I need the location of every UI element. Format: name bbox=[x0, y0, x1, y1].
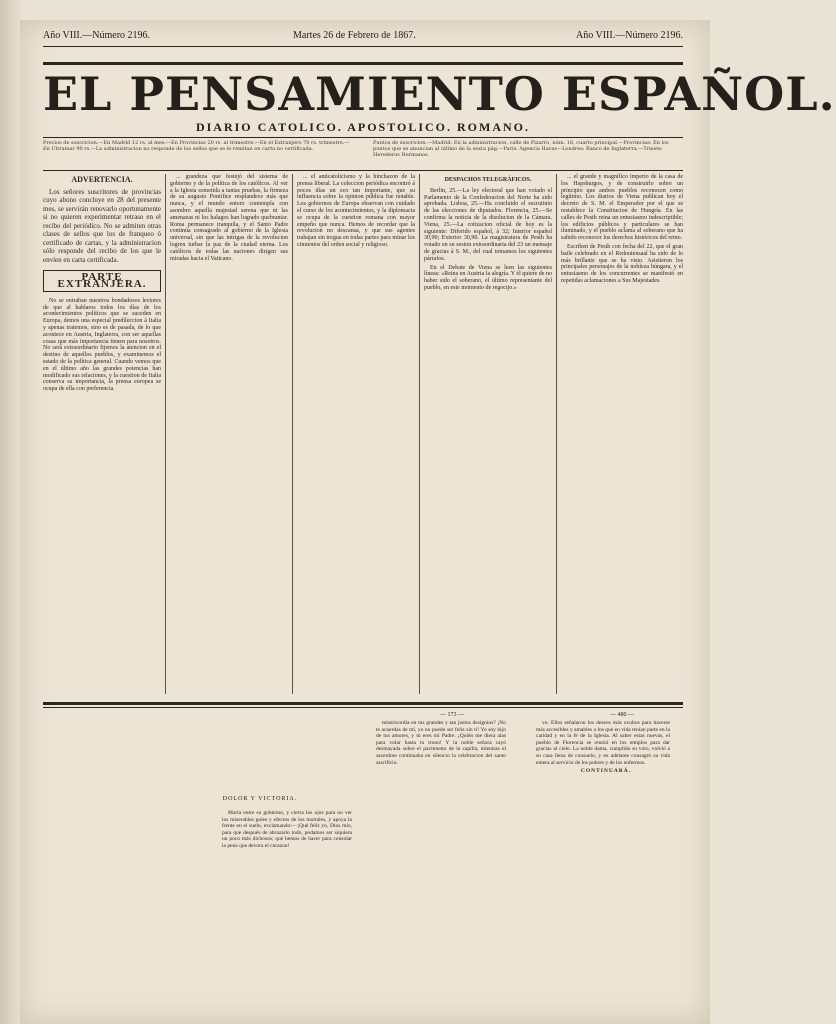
newspaper-title: EL PENSAMIENTO ESPAÑOL. bbox=[43, 67, 836, 121]
subscription-prices: Precios de suscricion.—En Madrid 12 rs. al mes.—En Provincias 20 rs. al trimestre.—En el Extranjero 70 rs. trimestre.—En Ultramar 90 rs.—La administracion no responde de los sellos que se le remitan en carta no certificada. bbox=[43, 140, 350, 152]
column-2 bbox=[170, 174, 288, 694]
serial-text-2: misericordia en tus grandes y tan justos designios? ¡No te acuerdas de mí, yo no puedo ser feliz sin ti! Yo soy hijo de tus amores, y tú eres mi Padre. ¡Quién me diera alas para volar hasta tu trono! Y la noble señora cayó desmayada sobre el pavimento de la capilla, mientras el sacerdote continuaba en silencio la celebracion del santo sacrificio. bbox=[376, 720, 506, 766]
column-3 bbox=[297, 174, 415, 694]
notice-heading: ADVERTENCIA. bbox=[71, 175, 133, 184]
column-divider bbox=[165, 174, 166, 694]
serial-column-1 bbox=[222, 810, 352, 1010]
column-3-text: ... el anticatolicismo y la hinchazon de la prensa liberal. La coleccion periódica encontró á pocos días un eco tan importante, que su influencia sobre la opinion pública fue notable. Los gobiernos de Europa observan con cuidado el curso de los acontecimientos, y la diplomacia se ocupa de la cuestion romana con mayor empeño que nunca. Hemos de recordar que la revolucion no descansa, y que sus agentes trabajan sin tregua en todas partes para minar los cimientos del orden social y religioso. bbox=[297, 174, 415, 248]
folletin-rule-top bbox=[43, 702, 683, 705]
newspaper-subtitle: DIARIO CATOLICO. APOSTOLICO. ROMANO. bbox=[195, 120, 531, 134]
serial-signature: CONTINUARÁ. bbox=[580, 768, 632, 775]
page-number-right: — 480 — bbox=[610, 712, 634, 718]
issue-date: Martes 26 de Febrero de 1867. bbox=[293, 30, 416, 41]
masthead-rule-bottom bbox=[43, 137, 683, 138]
folletin-rule-bottom bbox=[43, 707, 683, 708]
issue-number-left: Año VIII.—Número 2196. bbox=[43, 30, 151, 41]
serial-text-1: María entre su gobierno, y cierra los ojos para no ver los miserables goles y efectos de los mortales, y apoya la frente en el suelo, exclamando:—¡Qué feliz yo, Dios mío, para que después de abrazarlo todo, podamos ser siquiera un poco más dichosos; qué hemos de hacer para consolar la pena que devora el corazon! bbox=[222, 810, 352, 849]
masthead bbox=[43, 67, 836, 134]
masthead-rule-top bbox=[43, 62, 683, 65]
top-rule bbox=[43, 46, 683, 47]
column-divider bbox=[419, 174, 420, 694]
column-4-text: Berlin, 25.—La ley electoral que han votado el Parlamento de la Confederacion del Norte ha sido aprobada. Lisboa, 25.—Ha concluido el escrutinio de las elecciones de diputados. Florencia, 25.—Se confirma la noticia de la disolucion de la Cámara. Viena, 25.—La cotizacion oficial de hoy es la siguiente: Diferido español, á 32; Interior español 30,90; Exterior 30,90. La magistratura de Pesth ha votado en su sesion extraordinaria del 23 un mensaje de gracias á S. M., del cual tomamos los siguientes párrafos. bbox=[424, 187, 552, 262]
issue-number-right: Año VIII.—Número 2196. bbox=[575, 30, 683, 41]
notice-text: Los señores suscritores de provincias cuyo abono concluye en 28 del presente mes, se servirán renovarlo oportunamente si no quieren experimentar retraso en el recibo del periódico. No se admiten otras clases de sellos que los de franqueo ó certificado de cartas, y la administracion sólo responde del recibo de los que le envíen en carta certificada. bbox=[43, 187, 161, 264]
column-1 bbox=[43, 174, 161, 694]
columns-rule-top bbox=[43, 170, 683, 171]
serial-title: DOLOR Y VICTORIA. bbox=[222, 796, 298, 802]
column-4-epilogue: En el Debate de Viena se leen las siguientes líneas: «Reina en Austria la alegría. Y él quiere de no haber sido el soberano, el último representante del pueblo, en este momento de regocijo.» bbox=[424, 264, 552, 291]
column-divider bbox=[292, 174, 293, 694]
column-5-item: Escriben de Pesth con fecha del 22, que el gran baile celebrado en el Redoutensaal ha sido de lo más brillante que se ha visto. Asistieron los principales personajes de la nobleza húngara, y el entusiasmo de los concurrentes se manifestó en repetidas aclamaciones a Sus Majestades. bbox=[561, 243, 683, 284]
telegraph-heading: DESPACHOS TELEGRÁFICOS. bbox=[444, 177, 532, 183]
column-5-text: ... el grande y magnífico imperio de la casa de los Hapsburgos, y de construirlo sobre un principio que ambos pueblos reconocen como legítimo. Los diarios de Viena publican hoy el decreto de S. M. el Emperador por el que se restablece la Constitucion de Hungría. En las calles de Pesth reina un entusiasmo indescriptible; los edificios públicos y particulares se han iluminado, y el pueblo aclama al soberano que ha sabido reconocer los derechos históricos del reino. bbox=[561, 174, 683, 242]
column-divider bbox=[556, 174, 557, 694]
subscription-points: Puntos de suscricion.—Madrid: En la administracion, calle de Pizarro, núm. 16, cuarto principal.—Provincias: En los puntos que se anuncian al último de la sexta pág.—París: Agencia Havas—Londres: Banco de Inglaterra.—Trieste: Herederos Hermanos. bbox=[373, 140, 669, 158]
serial-column-3 bbox=[536, 720, 670, 1010]
column-1-text: No se entraban nuestros bondadosos lectores de que al hablaros todos los días de los acontecimientos políticos que se suceden en Europa, demos una especial predileccion á Italia y apenas tratemos, sino es de pasada, de lo que acontece en Austria, Inglaterra, con ser aquellas cosas que más importancia tienen para nosotros. No será extraordinario fijemos la atencion en el destino de aquellos pueblos, y examinemos el estado de la política general. Cuando vemos que en el último año las grandes potencias han modificado sus relaciones, y la cuestion de Italia conserva su importancia, la prensa europea se ocupa de ella con preferencia. bbox=[43, 297, 161, 393]
column-5 bbox=[561, 174, 683, 694]
serial-column-2 bbox=[376, 720, 506, 1010]
issue-bar bbox=[43, 30, 683, 44]
serial-text-3: vo. Ellos señalaron los deseos más ocultos para hacerse más accesibles y amables a los que en vida tenían parte en la caridad y en la fe de la Iglesia. Al saber estas nuevas, el pueblo de Florencia se reunió en los templos para dar gracias al cielo. La noble dama, cumplido su voto, volvió a su casa llena de consuelo, y en adelante consagró su vida entera al servicio de los pobres y de los enfermos. bbox=[536, 720, 670, 766]
page-number-left: — 173 — bbox=[440, 712, 464, 718]
column-2-text: ... grandeza que festejó del sistema de gobierno y de la política de los católicos. Al ver a la Iglesia sometida a tantas pruebas, la firmeza de su augusto Pontífice resplandece más que nunca, y el mundo entero contempla con asombro aquella majestad serena que ni las amenazas ni los halagos han logrado quebrantar. Roma permanece tranquila, y el Santo Padre continúa consagrado al gobierno de la Iglesia universal, sin que las intrigas de la revolucion logren turbar la paz de la ciudad eterna. Los católicos de todas las naciones dirigen sus miradas hacia el Vaticano. bbox=[170, 174, 288, 262]
section-heading-extranjera: PARTE EXTRANJERA. bbox=[43, 270, 161, 292]
page-gutter bbox=[0, 0, 20, 1024]
column-4 bbox=[424, 174, 552, 694]
